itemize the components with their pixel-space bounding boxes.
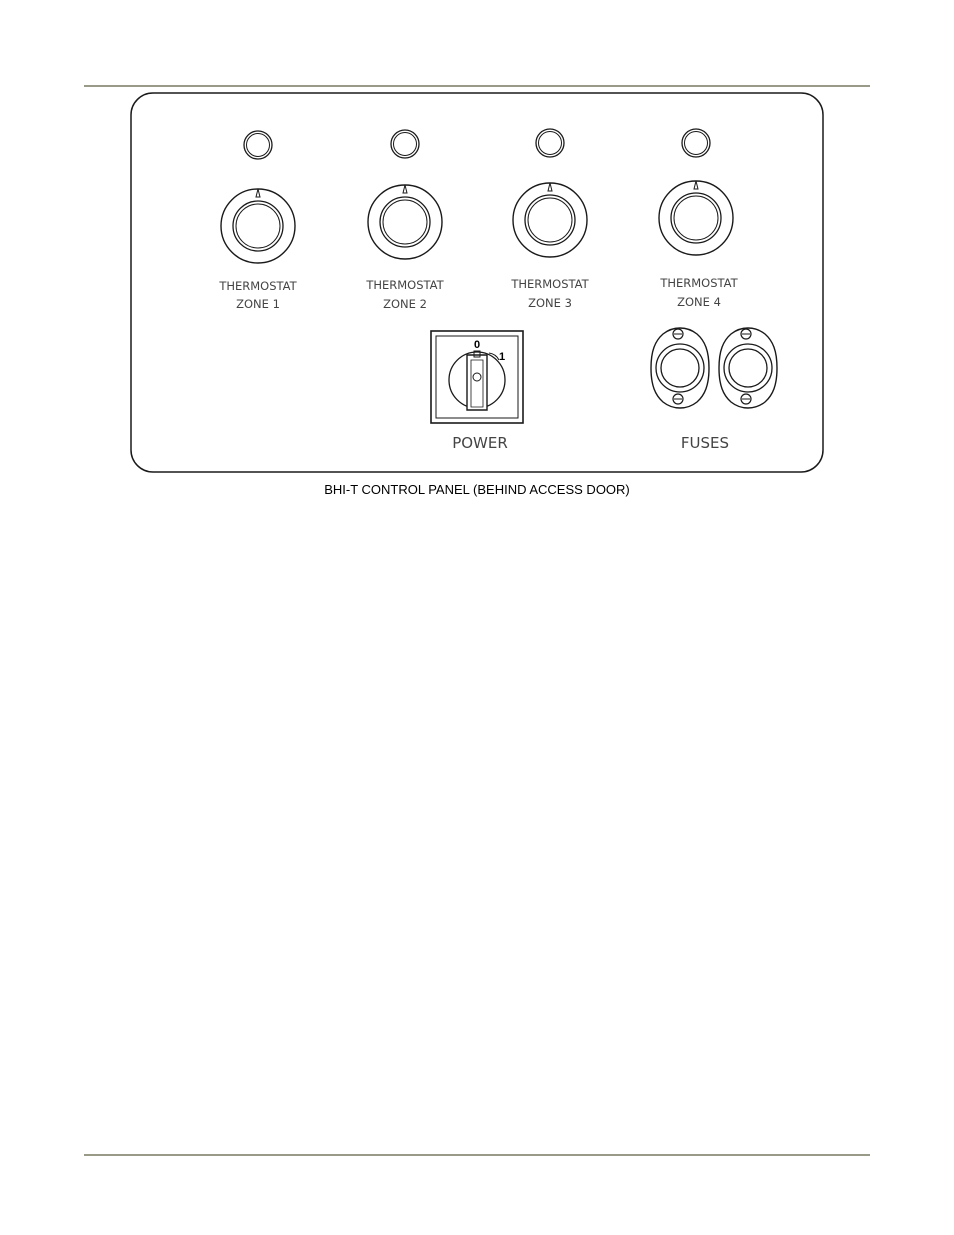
on-arc-icon (489, 353, 499, 360)
control-panel-diagram (0, 0, 954, 480)
zone-2-group (365, 130, 444, 311)
power-off-mark: 0 (473, 339, 481, 351)
pointer-icon (694, 181, 698, 189)
power-on-mark: 1 (498, 351, 506, 363)
zone-3-indicator-lamp (536, 129, 564, 157)
figure-caption: BHI-T CONTROL PANEL (BEHIND ACCESS DOOR) (324, 482, 630, 497)
zone-3-thermostat-knob[interactable] (513, 183, 587, 257)
footer-rule (84, 1154, 870, 1156)
zone-1-group (218, 131, 297, 311)
zone-4-indicator-lamp (682, 129, 710, 157)
zone-4-label-line2: ZONE 4 (677, 295, 721, 309)
screw-icon (741, 329, 751, 339)
fuse-holder-left[interactable] (651, 328, 709, 408)
zone-1-thermostat-knob[interactable] (221, 189, 295, 263)
zone-2-label-line1: THERMOSTAT (366, 278, 444, 292)
zone-3-group (510, 129, 589, 310)
power-switch-handle (467, 355, 487, 410)
pointer-icon (256, 189, 260, 197)
fuse-holder-right[interactable] (719, 328, 777, 408)
pointer-icon (548, 183, 552, 191)
zone-4-thermostat-knob[interactable] (659, 181, 733, 255)
screw-icon (673, 394, 683, 404)
zone-3-label-line1: THERMOSTAT (511, 277, 589, 291)
pointer-icon (403, 185, 407, 193)
power-label: POWER (452, 434, 508, 452)
screw-icon (673, 329, 683, 339)
zone-4-group (659, 129, 739, 309)
zone-2-indicator-lamp (391, 130, 419, 158)
zone-1-label-line1: THERMOSTAT (219, 279, 297, 293)
power-switch[interactable] (431, 331, 523, 423)
zone-1-indicator-lamp (244, 131, 272, 159)
zone-3-label-line2: ZONE 3 (528, 296, 572, 310)
fuses-label: FUSES (680, 434, 730, 452)
zone-2-thermostat-knob[interactable] (368, 185, 442, 259)
screw-icon (741, 394, 751, 404)
zone-1-label-line2: ZONE 1 (236, 297, 280, 311)
zone-4-label-line1: THERMOSTAT (660, 276, 738, 290)
zone-2-label-line2: ZONE 2 (383, 297, 427, 311)
